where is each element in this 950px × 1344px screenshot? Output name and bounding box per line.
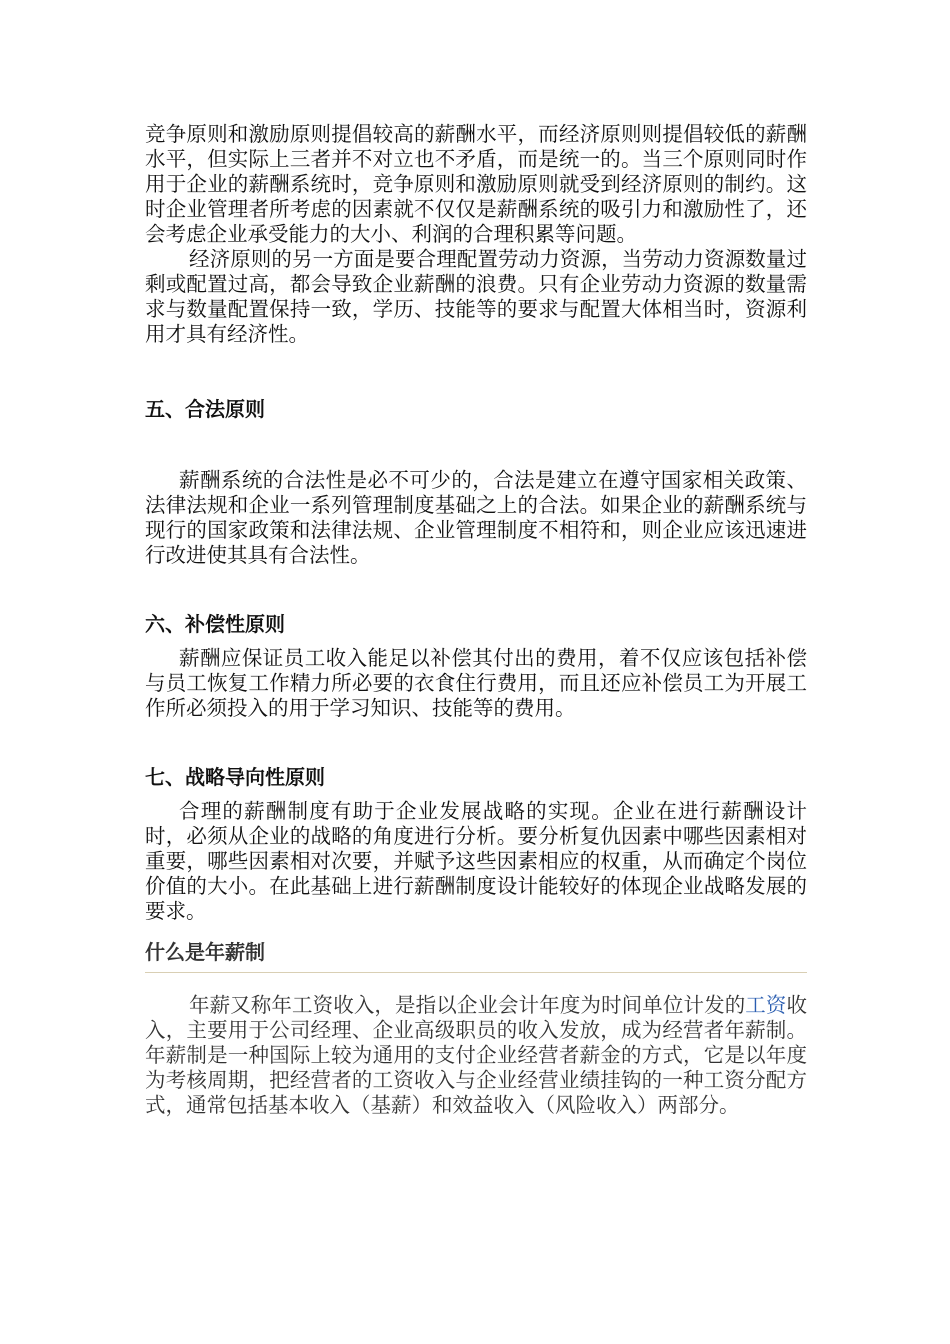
document-page — [145, 122, 807, 1118]
heading-legal-principle: 五、合法原则 — [145, 397, 265, 421]
annual-salary-text-start: 年薪又称年工资收入，是指以企业会计年度为时间单位计发的 — [189, 993, 746, 1017]
paragraph-strategy-principle: 合理的薪酬制度有助于企业发展战略的实现。企业在进行薪酬设计时，必须从企业的战略的角度进行分析。要分析复仇因素中哪些因素相对重要，哪些因素相对次要，并赋予这些因素相应的权重，从而确定个岗位价值的大小。在此基础上进行薪酬制度设计能较好的体现企业战略发展的要求。 — [145, 799, 807, 923]
paragraph-competition-principles: 竞争原则和激励原则提倡较高的薪酬水平，而经济原则则提倡较低的薪酬水平，但实际上三者并不对立也不矛盾，而是统一的。当三个原则同时作用于企业的薪酬系统时，竞争原则和激励原则就受到经济原则的制约。这时企业管理者所考虑的因素就不仅仅是薪酬系统的吸引力和激励性了，还会考虑企业承受能力的大小、利润的合理积累等问题。 — [145, 122, 807, 246]
paragraph-annual-salary — [145, 993, 807, 1118]
wage-link[interactable]: 工资 — [745, 993, 787, 1017]
paragraph-economic-principle: 经济原则的另一方面是要合理配置劳动力资源，当劳动力资源数量过剩或配置过高，都会导致企业薪酬的浪费。只有企业劳动力资源的数量需求与数量配置保持一致，学历、技能等的要求与配置大体相当时，资源利用才具有经济性。 — [145, 247, 807, 346]
heading-compensation-principle: 六、补偿性原则 — [145, 612, 285, 636]
paragraph-legal-principle: 薪酬系统的合法性是必不可少的，合法是建立在遵守国家相关政策、法律法规和企业一系列管理制度基础之上的合法。如果企业的薪酬系统与现行的国家政策和法律法规、企业管理制度不相符和，则企业应该迅速进行改进使其具有合法性。 — [145, 468, 807, 567]
paragraph-compensation-principle: 薪酬应保证员工收入能足以补偿其付出的费用，着不仅应该包括补偿与员工恢复工作精力所必要的衣食住行费用，而且还应补偿员工为开展工作所必须投入的用于学习知识、技能等的费用。 — [145, 646, 807, 720]
annual-salary-text-end: 收入，主要用于公司经理、企业高级职员的收入发放，成为经营者年薪制。年薪制是一种国际上较为通用的支付企业经营者薪金的方式，它是以年度为考核周期，把经营者的工资收入与企业经营业绩挂钩的一种工资分配方式，通常包括基本收入（基薪）和效益收入（风险收入）两部分。 — [145, 993, 808, 1117]
heading-strategy-principle: 七、战略导向性原则 — [145, 765, 325, 789]
heading-annual-salary: 什么是年薪制 — [145, 938, 807, 973]
